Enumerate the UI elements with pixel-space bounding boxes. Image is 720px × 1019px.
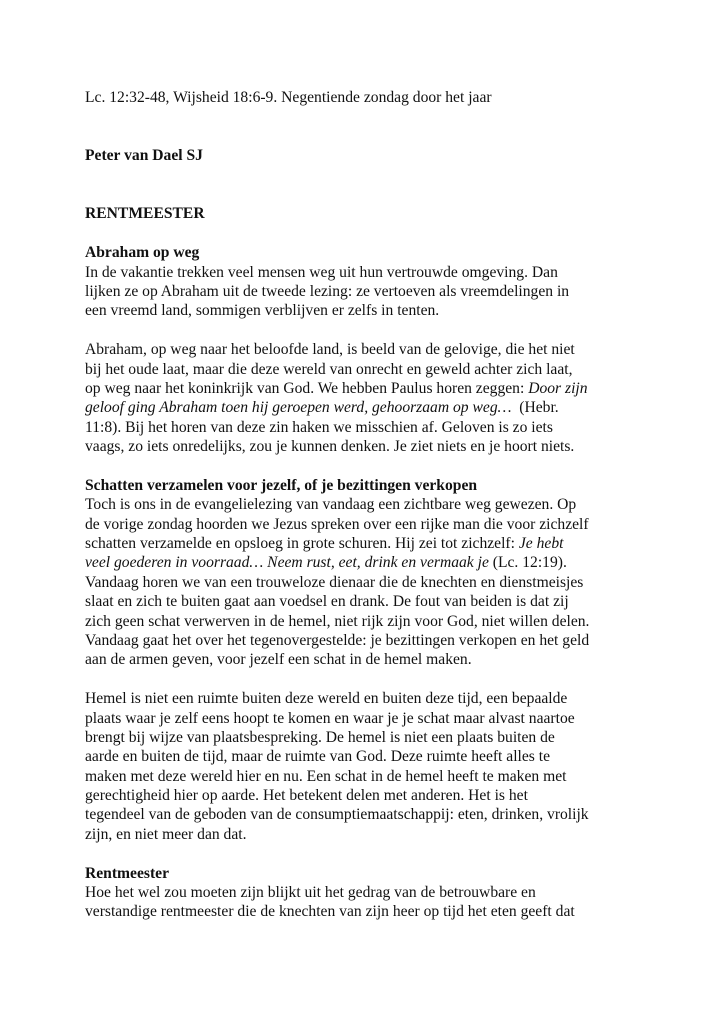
section-heading-rentmeester: Rentmeester xyxy=(85,864,169,882)
paragraph xyxy=(85,495,645,670)
quote-text: geloof ging Abraham toen hij geroepen werd, gehoorzaam op weg… xyxy=(85,399,512,417)
text-line: Hoe het wel zou moeten zijn blijkt uit het gedrag van de betrouwbare en xyxy=(85,884,536,902)
text-span: (Lc. 12:19). xyxy=(488,554,567,572)
text-span: (Hebr. xyxy=(511,399,559,417)
text-line: 11:8). Bij het horen van deze zin haken we misschien af. Geloven is zo iets xyxy=(85,418,553,436)
text-line: bij het oude laat, maar die deze wereld van onrecht en geweld achter zich laat, xyxy=(85,360,573,378)
text-line: aan de armen geven, voor jezelf een schat in de hemel maken. xyxy=(85,651,472,669)
paragraph xyxy=(85,883,645,922)
text-line: Vandaag horen we van een trouweloze dienaar die de knechten en dienstmeisjes xyxy=(85,573,584,591)
text-line: Abraham, op weg naar het beloofde land, is beeld van de gelovige, die het niet xyxy=(85,341,575,359)
reading-reference: Lc. 12:32-48, Wijsheid 18:6-9. Negentiende zondag door het jaar xyxy=(85,89,492,106)
text-line: Toch is ons in de evangelielezing van vandaag een zichtbare weg gewezen. Op xyxy=(85,496,577,514)
text-line xyxy=(85,534,645,553)
text-line: plaats waar je zelf eens hoopt te komen en waar je je schat maar alvast naartoe xyxy=(85,709,575,727)
text-line: In de vakantie trekken veel mensen weg uit hun vertrouwde omgeving. Dan xyxy=(85,263,558,281)
paragraph xyxy=(85,340,645,456)
section-heading-abraham: Abraham op weg xyxy=(85,244,200,262)
quote-text: Door zijn xyxy=(528,379,588,397)
text-line: brengt bij wijze van plaatsbespreking. De hemel is niet een plaats buiten de xyxy=(85,728,555,746)
quote-text: veel goederen in voorraad… Neem rust, eet, drink en vermaak je xyxy=(85,554,489,572)
paragraph xyxy=(85,689,645,844)
text-line: gerechtigheid hier op aarde. Het betekent delen met anderen. Het is het xyxy=(85,787,528,805)
text-line: de vorige zondag hoorden we Jezus spreken over een rijke man die voor zichzelf xyxy=(85,515,589,533)
text-line xyxy=(85,398,645,417)
text-line: maken met deze wereld hier en nu. Een schat in de hemel heeft te maken met xyxy=(85,767,567,785)
quote-text: Je hebt xyxy=(518,535,564,553)
text-line xyxy=(85,379,645,398)
section-heading-schatten: Schatten verzamelen voor jezelf, of je bezittingen verkopen xyxy=(85,476,478,494)
text-line: Vandaag gaat het over het tegenovergestelde: je bezittingen verkopen en het geld xyxy=(85,631,590,649)
document-title: RENTMEESTER xyxy=(85,205,205,223)
text-line: vaags, zo iets onredelijks, zou je kunnen denken. Je ziet niets en je hoort niets. xyxy=(85,438,575,456)
text-line: zijn, en niet meer dan dat. xyxy=(85,825,247,843)
text-line: tegendeel van de geboden van de consumptiemaatschappij: eten, drinken, vrolijk xyxy=(85,806,589,824)
text-line: verstandige rentmeester die de knechten van zijn heer op tijd het eten geeft dat xyxy=(85,903,575,921)
author-name: Peter van Dael SJ xyxy=(85,147,203,165)
text-line: Hemel is niet een ruimte buiten deze wereld en buiten deze tijd, een bepaalde xyxy=(85,690,568,708)
text-line: een vreemd land, sommigen verblijven er zelfs in tenten. xyxy=(85,302,440,320)
text-line: lijken ze op Abraham uit de tweede lezing: ze vertoeven als vreemdelingen in xyxy=(85,282,570,300)
text-line: aarde en buiten de tijd, maar de ruimte van God. Deze ruimte heeft alles te xyxy=(85,748,551,766)
text-line: zich geen schat verwerven in de hemel, niet rijk zijn voor God, niet willen delen. xyxy=(85,612,590,630)
text-span: op weg naar het koninkrijk van God. We hebben Paulus horen zeggen: xyxy=(85,379,529,397)
document-page xyxy=(85,88,645,922)
paragraph xyxy=(85,263,645,321)
text-span: schatten verzamelde en opsloeg in grote schuren. Hij zei tot zichzelf: xyxy=(85,535,519,553)
text-line xyxy=(85,553,645,572)
text-line: slaat en zich te buiten gaat aan voedsel en drank. De fout van beiden is dat zij xyxy=(85,593,569,611)
